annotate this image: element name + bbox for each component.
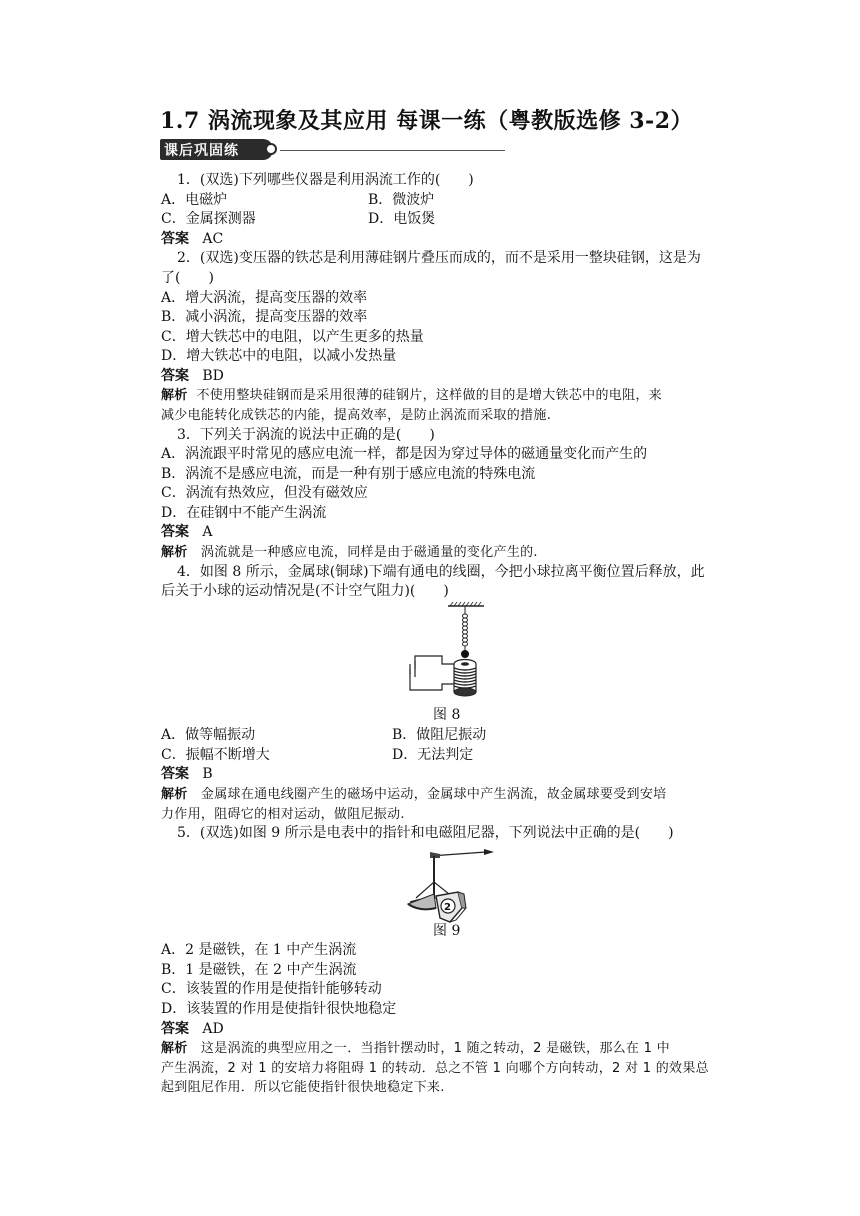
- q3-answer-label: 答案: [161, 524, 189, 540]
- q2-answer-label: 答案: [161, 368, 189, 384]
- q2-stem-line1: 2．(双选)变压器的铁芯是利用薄硅钢片叠压而成的，而不是采用一整块硅钢，这是为: [177, 250, 701, 266]
- q5-answer-label: 答案: [161, 1021, 189, 1037]
- q5-answer-value: AD: [202, 1021, 224, 1037]
- metal-ball: [461, 650, 469, 658]
- q5-explanation-line1: [161, 1039, 670, 1058]
- q5-option-b: B．1 是磁铁，在 2 中产生涡流: [161, 962, 357, 978]
- section-rule: [280, 150, 505, 151]
- q4-explanation-label: 解析: [161, 787, 188, 802]
- spring: [463, 606, 468, 650]
- q1-answer-label: 答案: [161, 231, 189, 247]
- q1-stem: 1．(双选)下列哪些仪器是利用涡流工作的( ): [177, 172, 474, 188]
- q2-stem-line2: 了( ): [161, 270, 214, 286]
- q1-option-d: D．电饭煲: [368, 211, 436, 227]
- q2-option-a: A．增大涡流，提高变压器的效率: [161, 290, 368, 306]
- q5-option-d: D．该装置的作用是使指针很快地稳定: [161, 1001, 397, 1017]
- q5-stem: 5．(双选)如图 9 所示是电表中的指针和电磁阻尼器，下列说法中正确的是( ): [177, 825, 674, 841]
- q3-explanation-text: 涡流就是一种感应电流，同样是由于磁通量的变化产生的.: [200, 545, 538, 560]
- section-badge-dot: [265, 143, 277, 155]
- q4-option-c: C．振幅不断增大: [161, 747, 270, 763]
- q1-answer-value: AC: [202, 231, 224, 247]
- q4-explanation-text1: 金属球在通电线圈产生的磁场中运动，金属球中产生涡流，故金属球要受到安培: [200, 787, 667, 802]
- q5-option-a: A．2 是磁铁，在 1 中产生涡流: [161, 942, 357, 958]
- q5-explanation-text1: 这是涡流的典型应用之一．当指针摆动时，1 随之转动，2 是磁铁，那么在 1 中: [200, 1041, 670, 1056]
- q3-answer: [161, 523, 212, 542]
- q2-option-b: B．减小涡流，提高变压器的效率: [161, 309, 368, 325]
- q5-explanation-line3: 起到阻尼作用．所以它能使指针很快地稳定下来.: [161, 1080, 445, 1095]
- q1-option-a: A．电磁炉: [161, 192, 228, 208]
- q3-option-d: D．在硅钢中不能产生涡流: [161, 505, 327, 521]
- figure-9-label-2: 2: [444, 902, 451, 913]
- q3-answer-value: A: [202, 524, 213, 540]
- q2-answer-value: BD: [202, 368, 224, 384]
- q4-stem-line1: 4．如图 8 所示，金属球(铜球)下端有通电的线圈，今把小球拉离平衡位置后释放，此: [177, 564, 705, 580]
- q3-option-b: B．涡流不是感应电流，而是一种有别于感应电流的特殊电流: [161, 466, 536, 482]
- q4-answer: [161, 765, 213, 784]
- q3-option-a: A．涡流跟平时常见的感应电流一样，都是因为穿过导体的磁通量变化而产生的: [161, 446, 648, 462]
- section-badge-label: 课后巩固练: [164, 143, 239, 159]
- meter-needle: [430, 849, 494, 858]
- figure-9-caption: 图 9: [433, 923, 461, 939]
- q5-explanation-label: 解析: [161, 1041, 188, 1056]
- magnet-2: [436, 892, 466, 922]
- q2-option-c: C．增大铁芯中的电阻，以产生更多的热量: [161, 329, 424, 345]
- section-badge: [160, 139, 280, 160]
- q3-option-c: C．涡流有热效应，但没有磁效应: [161, 485, 368, 501]
- q2-answer: [161, 367, 224, 386]
- page-title: 1.7 涡流现象及其应用 每课一练（粤教版选修 3-2）: [160, 108, 693, 134]
- q2-explanation-line2: 减少电能转化成铁芯的内能，提高效率，是防止涡流而采取的措施.: [161, 408, 552, 423]
- q3-stem: 3．下列关于涡流的说法中正确的是( ): [177, 427, 435, 443]
- q4-answer-value: B: [202, 766, 213, 782]
- q2-explanation-line1: [161, 386, 662, 405]
- q4-answer-label: 答案: [161, 766, 189, 782]
- figure-9-diagram: [396, 842, 500, 924]
- figure-8-caption: 图 8: [433, 707, 461, 723]
- q3-explanation-label: 解析: [161, 545, 188, 560]
- q5-answer: [161, 1020, 224, 1039]
- q4-stem-line2: 后关于小球的运动情况是(不计空气阻力)( ): [161, 583, 449, 599]
- q1-option-c: C．金属探测器: [161, 211, 256, 227]
- q3-explanation: [161, 543, 538, 562]
- circuit-wires: [410, 656, 454, 690]
- q4-option-d: D．无法判定: [392, 747, 474, 763]
- q4-explanation-line1: [161, 785, 666, 804]
- q1-option-b: B．微波炉: [368, 192, 435, 208]
- q4-option-a: A．做等幅振动: [161, 727, 256, 743]
- q2-explanation-text1: 不使用整块硅钢而是采用很薄的硅钢片，这样做的目的是增大铁芯中的电阻，来: [196, 388, 662, 403]
- q2-option-d: D．增大铁芯中的电阻，以减小发热量: [161, 348, 397, 364]
- q5-option-c: C．该装置的作用是使指针能够转动: [161, 981, 382, 997]
- q4-explanation-line2: 力作用，阻碍它的相对运动，做阻尼振动.: [161, 807, 405, 822]
- q4-option-b: B．做阻尼振动: [392, 727, 487, 743]
- q1-answer: [161, 230, 223, 249]
- figure-8-diagram: [396, 600, 496, 708]
- q2-explanation-label: 解析: [161, 388, 188, 403]
- q5-explanation-line2: 产生涡流，2 对 1 的安培力将阻碍 1 的转动．总之不管 1 向哪个方向转动，2 对 1 的效果总: [161, 1061, 709, 1076]
- coil: [454, 660, 476, 697]
